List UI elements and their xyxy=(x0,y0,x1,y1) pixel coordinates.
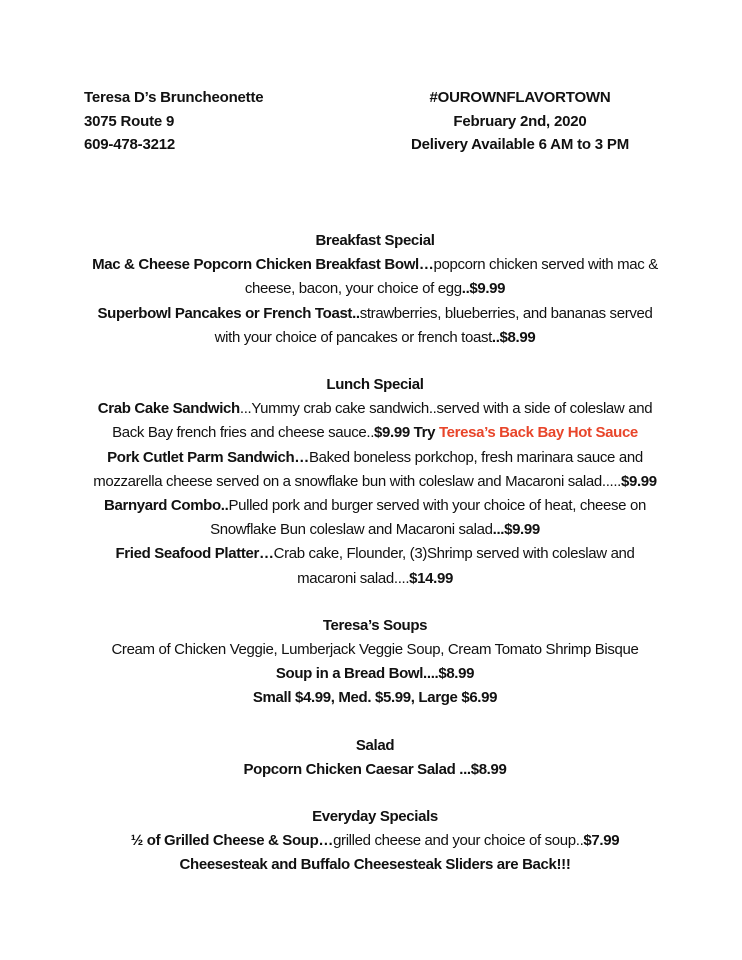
section-title: Breakfast Special xyxy=(315,232,435,249)
bread-bowl-price: Soup in a Bread Bowl....$8.99 xyxy=(275,665,475,683)
item-name: Fried Seafood Platter… xyxy=(115,545,274,563)
item-description: Snowflake Bun coleslaw and Macaroni salad xyxy=(210,521,493,539)
delivery-hours: Delivery Available 6 AM to 3 PM xyxy=(410,136,630,153)
item-price: $9.99 xyxy=(620,472,657,490)
salad-section xyxy=(70,734,680,782)
menu-item xyxy=(70,542,680,590)
item-description: popcorn chicken served with mac & xyxy=(433,256,658,274)
menu-body xyxy=(70,229,680,901)
hashtag: #OUROWNFLAVORTOWN xyxy=(429,89,611,106)
item-name: Pork Cutlet Parm Sandwich… xyxy=(107,448,309,466)
menu-item xyxy=(70,302,680,350)
section-title: Salad xyxy=(355,736,395,754)
restaurant-address: 3075 Route 9 xyxy=(84,112,175,130)
item-price: $14.99 xyxy=(409,569,453,587)
section-title: Teresa’s Soups xyxy=(322,616,428,634)
item-description: strawberries, blueberries, and bananas served xyxy=(359,304,653,322)
item-name: Mac & Cheese Popcorn Chicken Breakfast Bowl… xyxy=(92,256,434,274)
menu-item xyxy=(70,397,680,445)
item-description: Back Bay french fries and cheese sauce.. xyxy=(112,424,375,442)
menu-info xyxy=(380,86,660,157)
restaurant-info xyxy=(84,86,263,157)
item-name: Superbowl Pancakes or French Toast.. xyxy=(97,304,360,322)
item-description: Pulled pork and burger served with your choice of heat, cheese on xyxy=(228,497,646,515)
item-description: cheese, bacon, your choice of egg xyxy=(244,280,462,298)
restaurant-phone: 609-478-3212 xyxy=(84,136,176,153)
item-name: Crab Cake Sandwich xyxy=(97,400,240,418)
item-description: mozzarella cheese served on a snowflake bun with coleslaw and Macaroni salad..... xyxy=(93,472,621,490)
item-description: macaroni salad.... xyxy=(297,569,410,587)
item-description: grilled cheese and your choice of soup.. xyxy=(333,832,584,850)
item-description: with your choice of pancakes or french toast xyxy=(214,328,492,346)
item-description: ...Yummy crab cake sandwich..served with a side of coleslaw and xyxy=(239,400,653,418)
soup-list: Cream of Chicken Veggie, Lumberjack Veggie Soup, Cream Tomato Shrimp Bisque xyxy=(111,641,639,659)
item-name: Barnyard Combo.. xyxy=(104,497,229,515)
menu-item xyxy=(70,253,680,301)
item-price: ...$9.99 xyxy=(492,521,540,539)
soup-size-prices: Small $4.99, Med. $5.99, Large $6.99 xyxy=(252,689,498,707)
restaurant-name: Teresa D’s Bruncheonette xyxy=(84,89,264,106)
soups-section xyxy=(70,614,680,711)
item-description: Baked boneless porkchop, fresh marinara sauce and xyxy=(308,448,643,466)
lunch-section xyxy=(70,373,680,591)
item-price: ..$9.99 xyxy=(461,280,506,298)
hot-sauce-promo: Teresa’s Back Bay Hot Sauce xyxy=(438,424,638,442)
section-title: Everyday Specials xyxy=(312,808,438,826)
item-description: Crab cake, Flounder, (3)Shrimp served with coleslaw and xyxy=(273,545,635,563)
menu-date: February 2nd, 2020 xyxy=(453,112,587,130)
sliders-announcement: Cheesesteak and Buffalo Cheesesteak Sliders are Back!!! xyxy=(179,856,571,874)
section-title: Lunch Special xyxy=(326,376,424,394)
item-price: $9.99 Try xyxy=(374,424,439,442)
item-price: ..$8.99 xyxy=(491,328,536,346)
item-name: ½ of Grilled Cheese & Soup… xyxy=(130,832,334,850)
menu-header xyxy=(0,86,742,166)
salad-item: Popcorn Chicken Caesar Salad ...$8.99 xyxy=(243,760,507,778)
menu-item xyxy=(70,494,680,542)
menu-item xyxy=(70,446,680,494)
item-price: $7.99 xyxy=(583,832,620,850)
breakfast-section xyxy=(70,229,680,350)
everyday-section xyxy=(70,805,680,878)
